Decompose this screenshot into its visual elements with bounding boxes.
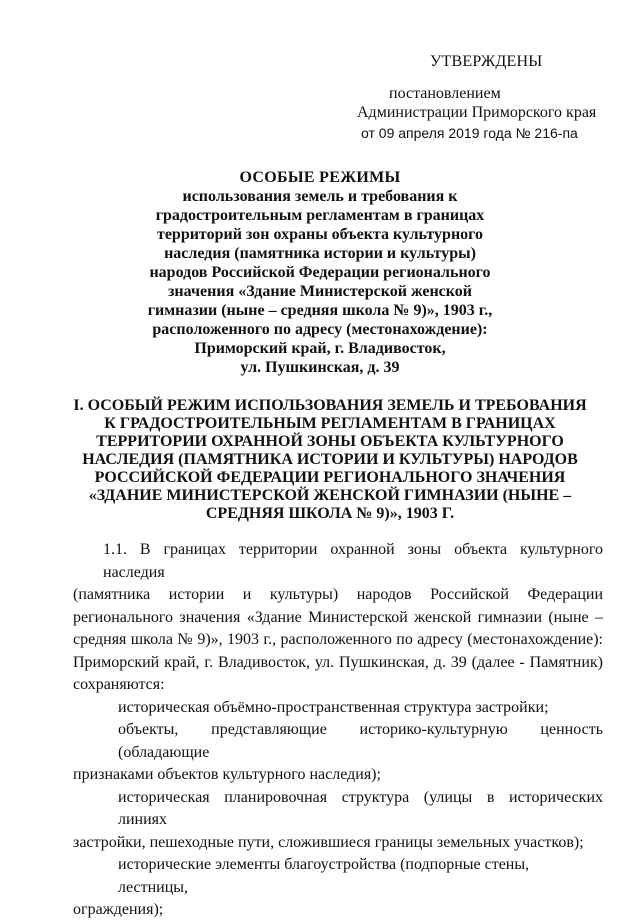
paragraph-1-1 — [73, 539, 603, 697]
heading-line: ТЕРРИТОРИИ ОХРАННОЙ ЗОНЫ ОБЪЕКТА КУЛЬТУРНОГО — [96, 433, 564, 450]
list-item-line: историческая планировочная структура (улицы в исторических линиях — [118, 788, 603, 828]
title-line: значения «Здание Министерской женской — [168, 283, 472, 300]
title-line: ул. Пушкинская, д. 39 — [240, 359, 400, 376]
title-line: наследия (памятника истории и культуры) — [164, 245, 476, 262]
section-heading — [60, 397, 600, 523]
administration-name: Администрации Приморского края — [357, 104, 597, 121]
heading-line: I. ОСОБЫЙ РЕЖИМ ИСПОЛЬЗОВАНИЯ ЗЕМЕЛЬ И ТРЕБОВАНИЯ — [73, 397, 587, 414]
list-item — [73, 697, 603, 720]
list-item-line: объекты, представляющие историко-культурную ценность (обладающие — [118, 721, 603, 761]
title-line: территорий зон охраны объекта культурного — [156, 226, 484, 243]
title-line: народов Российской Федерации регионального — [149, 264, 491, 281]
approval-stamp — [357, 52, 627, 143]
list-item — [73, 854, 603, 922]
list-item-text: историческая объёмно-пространственная структура застройки; — [118, 698, 549, 716]
paragraph-line: регионального значения «Здание Министерской женской гимназии (ныне – — [73, 608, 603, 626]
heading-line: СРЕДНЯЯ ШКОЛА № 9)», 1903 Г. — [205, 505, 455, 522]
list-item-line: застройки, пешеходные пути, сложившиеся границы земельных участков); — [73, 833, 584, 851]
paragraph-line: (памятника истории и культуры) народов Российской Федерации — [73, 586, 603, 603]
list-item-line: признаками объектов культурного наследия); — [73, 766, 381, 783]
list-item-line: ограждения); — [73, 901, 164, 918]
heading-line: К ГРАДОСТРОИТЕЛЬНЫМ РЕГЛАМЕНТАМ В ГРАНИЦАХ — [104, 415, 556, 432]
paragraph-line: Приморский край, г. Владивосток, ул. Пушкинская, д. 39 (далее - Памятник) — [73, 653, 603, 671]
list-item-line: исторические элементы благоустройства (подпорные стены, лестницы, — [118, 856, 530, 896]
title-main: ОСОБЫЕ РЕЖИМЫ — [239, 169, 401, 186]
list-item — [73, 719, 603, 787]
paragraph-line: сохраняются: — [73, 676, 165, 693]
list-item — [73, 787, 603, 855]
title-line: градостроительным регламентам в границах — [155, 207, 485, 224]
approved-by-label: постановлением — [389, 85, 501, 102]
paragraph-line: средняя школа № 9)», 1903 г., расположенного по адресу (местонахождение): — [73, 631, 603, 648]
title-line: Приморский край, г. Владивосток, — [194, 340, 446, 357]
title-line: использования земель и требования к — [182, 188, 458, 205]
body-text — [73, 539, 603, 922]
approved-label: УТВЕРЖДЕНЫ — [430, 53, 543, 70]
title-line: расположенного по адресу (местонахождение): — [152, 321, 488, 338]
heading-line: РОССИЙСКОЙ ФЕДЕРАЦИИ РЕГИОНАЛЬНОГО ЗНАЧЕНИЯ — [94, 469, 566, 486]
paragraph-line: 1.1. В границах территории охранной зоны объекта культурного наследия — [103, 541, 603, 581]
resolution-number: от 09 апреля 2019 года № 216-па — [361, 125, 578, 141]
heading-line: «ЗДАНИЕ МИНИСТЕРСКОЙ ЖЕНСКОЙ ГИМНАЗИИ (НЫНЕ – — [88, 487, 572, 504]
title-line: гимназии (ныне – средняя школа № 9)», 1903 г., — [147, 302, 493, 319]
document-title — [120, 168, 520, 377]
heading-line: НАСЛЕДИЯ (ПАМЯТНИКА ИСТОРИИ И КУЛЬТУРЫ) НАРОДОВ — [82, 451, 578, 468]
